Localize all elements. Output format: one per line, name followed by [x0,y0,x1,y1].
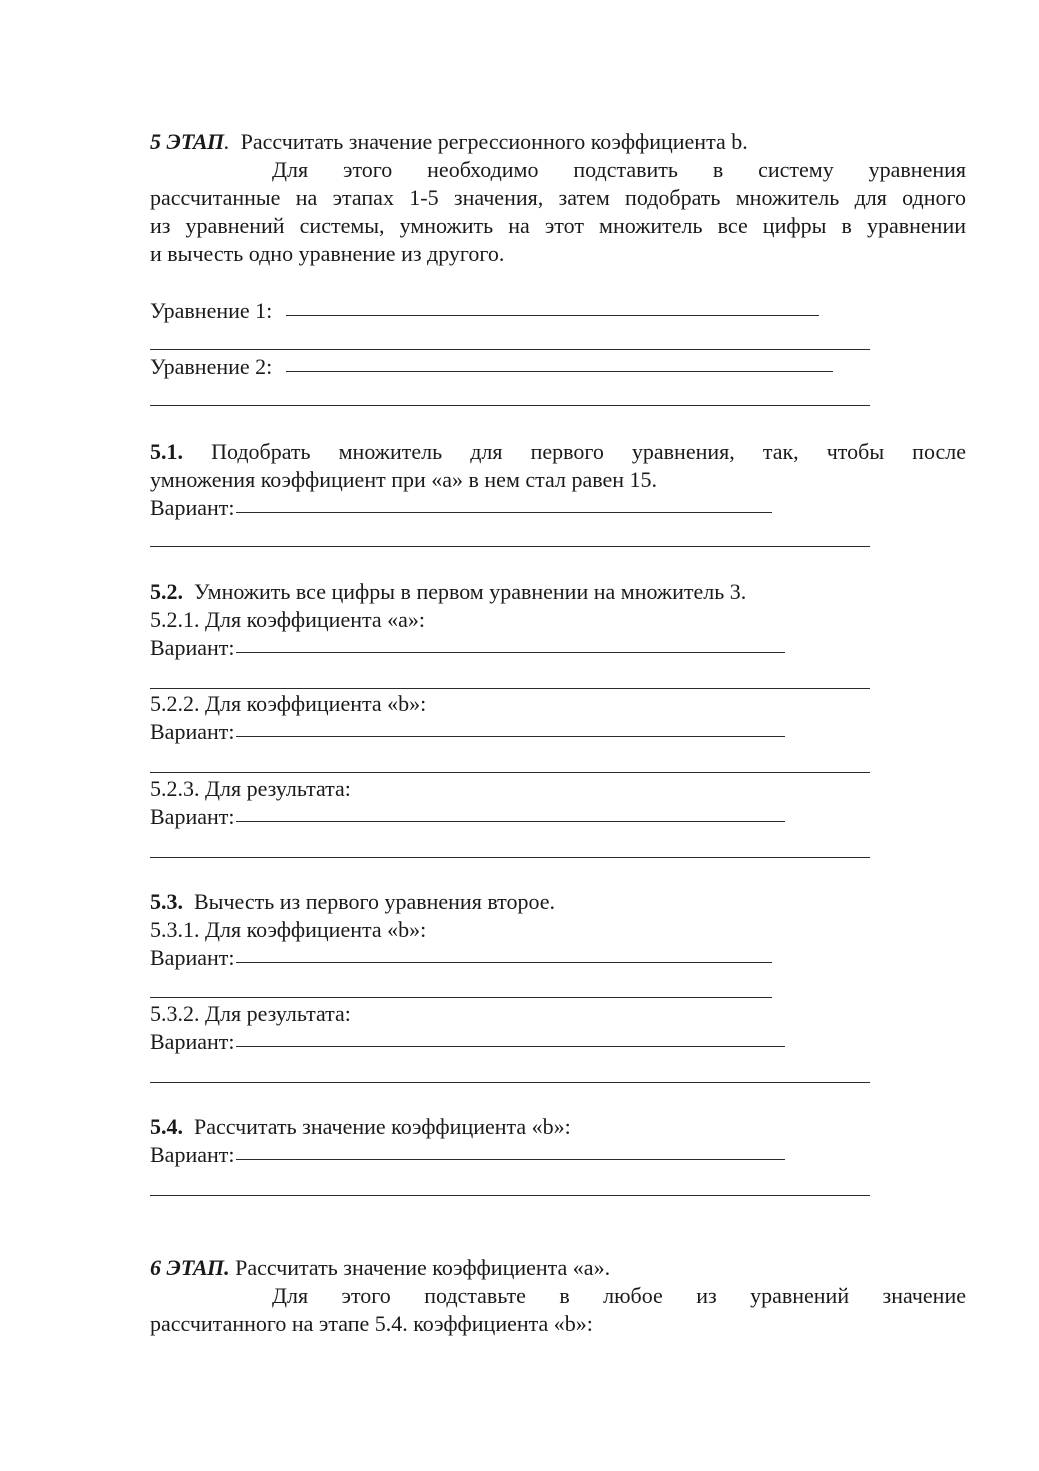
answer-label: Вариант: [150,1029,235,1054]
stage5-heading [150,128,748,156]
section-5-4-number: 5.4. [150,1114,183,1139]
section-5-1-line1 [150,438,966,466]
equation1-label: Уравнение 1: [150,298,273,323]
section-5-4-continuation-blank[interactable] [150,1195,870,1196]
stage5-paragraph-line2: рассчитанные на этапах 1-5 значения, затем подобрать множитель для одного [150,185,966,210]
section-5-2-heading [150,578,746,606]
equation2-label: Уравнение 2: [150,354,273,379]
section-5-3-title: Вычесть из первого уравнения второе. [194,889,556,914]
section-5-3-number: 5.3. [150,889,183,914]
stage6-label: 6 ЭТАП. [150,1255,230,1280]
answer-blank[interactable] [236,652,785,653]
answer-blank[interactable] [236,962,772,963]
stage6-paragraph-line1: Для этого подставьте в любое из уравнений значение [272,1283,966,1308]
section-5-2-number: 5.2. [150,579,183,604]
stage6-title: Рассчитать значение коэффициента «а». [235,1255,611,1280]
answer-blank[interactable] [236,736,785,737]
stage5-label: 5 ЭТАП [150,129,225,154]
section-5-2-3-continuation-blank[interactable] [150,857,870,858]
answer-blank[interactable] [236,512,772,513]
section-5-1-answer-row [150,494,772,522]
equation2-blank[interactable] [286,371,833,372]
stage5-paragraph-line1: Для этого необходимо подставить в систему уравнения [272,157,966,182]
stage6-paragraph-line2: рассчитанного на этапе 5.4. коэффициента «b»: [150,1311,593,1336]
equation2-continuation-blank[interactable] [150,405,870,406]
section-5-3-2-answer-row [150,1028,785,1056]
answer-label: Вариант: [150,804,235,829]
section-5-1-number: 5.1. [150,439,183,464]
section-5-4-answer-row [150,1141,785,1169]
section-5-2-3-answer-row [150,803,785,831]
section-5-2-3-label: 5.2.3. Для результата: [150,776,351,801]
section-5-2-title: Умножить все цифры в первом уравнении на множитель 3. [194,579,747,604]
equation2-row [150,353,833,381]
section-5-3-2-label: 5.3.2. Для результата: [150,1001,351,1026]
section-5-3-heading [150,888,555,916]
section-5-2-2-answer-row [150,718,785,746]
section-5-1-line2: умножения коэффициент при «а» в нем стал равен 15. [150,467,658,492]
section-5-4-title: Рассчитать значение коэффициента «b»: [194,1114,571,1139]
section-5-2-1-continuation-blank[interactable] [150,688,870,689]
answer-label: Вариант: [150,495,235,520]
section-5-2-1-answer-row [150,634,785,662]
section-5-4-heading [150,1113,571,1141]
equation1-row [150,297,819,325]
section-5-2-2-continuation-blank[interactable] [150,772,870,773]
equation1-blank[interactable] [286,315,819,316]
stage5-paragraph-line3: из уравнений системы, умножить на этот множитель все цифры в уравнении [150,213,966,238]
section-5-3-1-answer-row [150,944,772,972]
stage5-paragraph-line4: и вычесть одно уравнение из другого. [150,241,505,266]
section-5-3-2-continuation-blank[interactable] [150,1082,870,1083]
section-5-1-continuation-blank[interactable] [150,546,870,547]
section-5-2-2-label: 5.2.2. Для коэффициента «b»: [150,691,427,716]
answer-label: Вариант: [150,635,235,660]
section-5-3-1-label: 5.3.1. Для коэффициента «b»: [150,917,427,942]
stage5-title: Рассчитать значение регрессионного коэффициента b. [240,129,748,154]
section-5-3-1-continuation-blank[interactable] [150,997,772,998]
section-5-1-text: Подобрать множитель для первого уравнения, так, чтобы после [211,439,967,464]
stage5-dot: . [224,129,230,154]
equation1-continuation-blank[interactable] [150,349,870,350]
answer-blank[interactable] [236,1159,785,1160]
answer-label: Вариант: [150,1142,235,1167]
stage6-heading [150,1254,610,1282]
section-5-2-1-label: 5.2.1. Для коэффициента «а»: [150,607,426,632]
answer-label: Вариант: [150,945,235,970]
answer-blank[interactable] [236,1046,785,1047]
answer-label: Вариант: [150,719,235,744]
answer-blank[interactable] [236,821,785,822]
